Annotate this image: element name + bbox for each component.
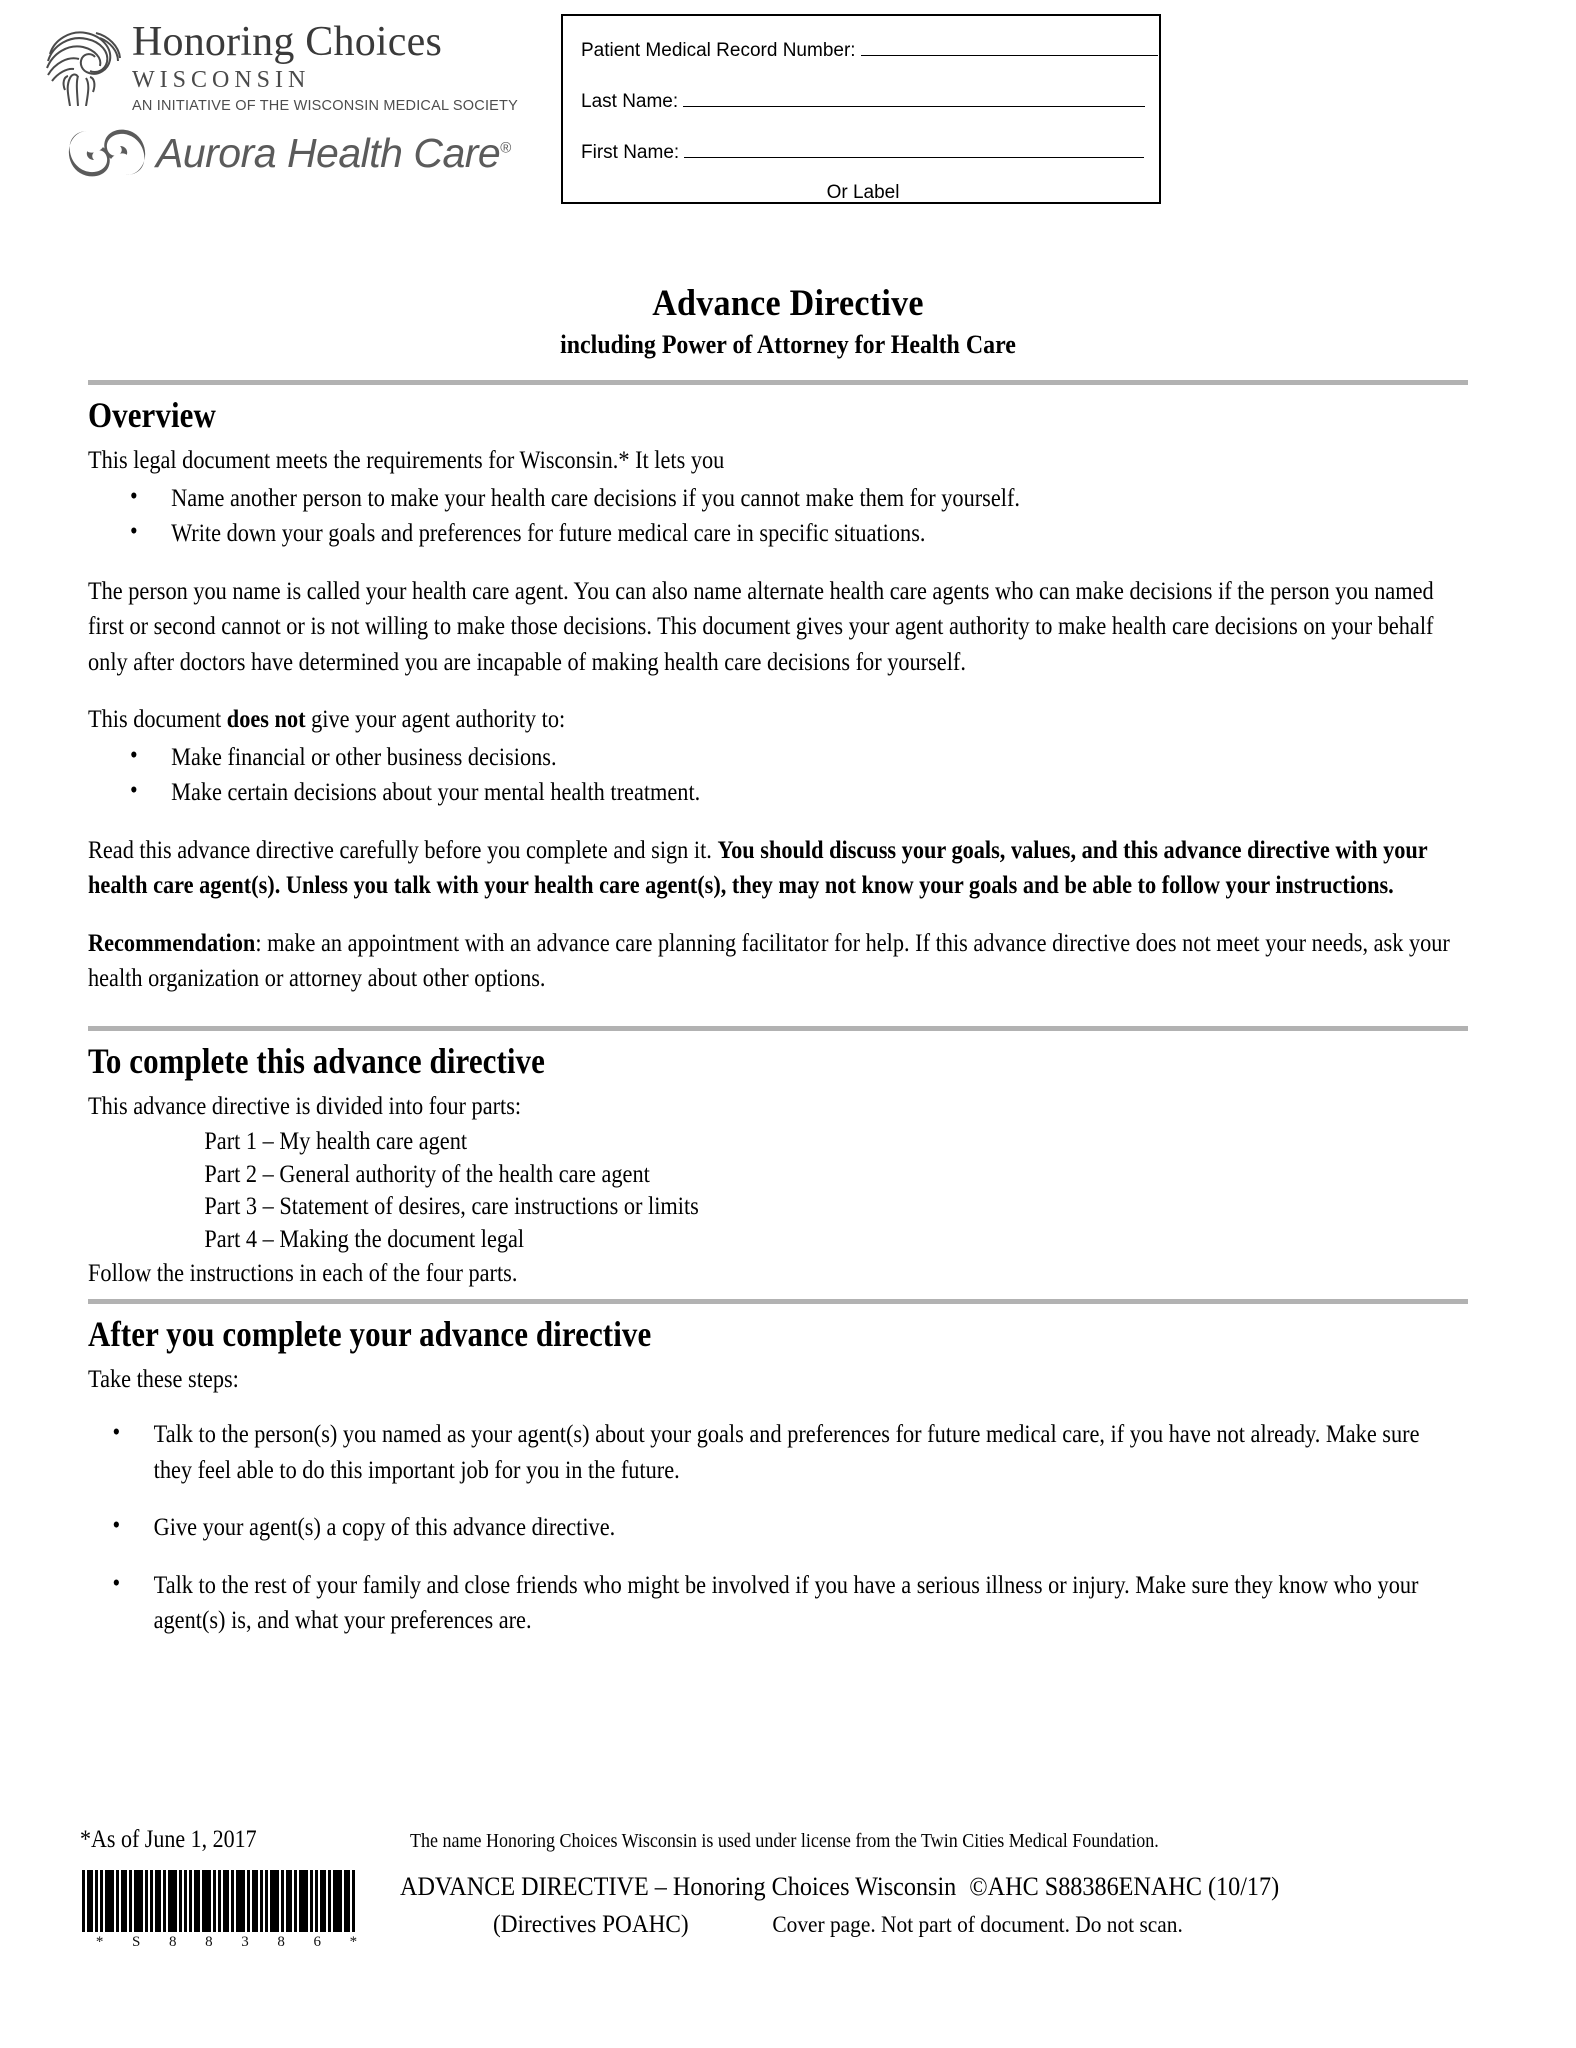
aurora-registered-mark: ® xyxy=(500,138,511,156)
honoring-choices-wordmark xyxy=(132,18,518,115)
barcode-char: 8 xyxy=(168,1934,178,1950)
barcode-char: 6 xyxy=(313,1934,322,1950)
infinity-swirl-icon xyxy=(68,127,146,179)
does-not-tail-text: give your agent authority to: xyxy=(305,704,566,733)
fingerprint-tree-icon xyxy=(40,20,122,106)
footer-doc-name: ADVANCE DIRECTIVE – Honoring Choices Wisconsin xyxy=(400,1872,957,1901)
section-divider xyxy=(88,380,1468,385)
recommendation-text: : make an appointment with an advance care planning facilitator for help. If this advance directive does not meet your needs, ask your health organization or attorney about other options. xyxy=(88,927,1450,992)
footer-poahc: (Directives POAHC) xyxy=(493,1911,689,1938)
section-divider xyxy=(88,1026,1468,1031)
or-label-text: Or Label xyxy=(826,182,900,203)
patient-mrn-field[interactable] xyxy=(581,40,1158,62)
parts-list xyxy=(88,1125,1462,1255)
aurora-wordmark xyxy=(156,130,511,177)
does-not-lead-text: This document xyxy=(88,704,227,733)
footer-coverpage-note: Cover page. Not part of document. Do not scan. xyxy=(772,1912,1183,1937)
hc-name: Honoring Choices xyxy=(132,19,442,65)
read-normal-text: Read this advance directive carefully before you complete and sign it. xyxy=(88,834,718,864)
overview-intro: This legal document meets the requirements for Wisconsin.* It lets you xyxy=(88,445,725,474)
section-divider xyxy=(88,1299,1468,1304)
read-bold-text: You should discuss your goals, values, and this advance directive with your health care agent(s). Unless you talk with your health care agent(s), they may not know your goals and be able to follow your instructions. xyxy=(88,834,1428,899)
list-item: • Make financial or other business decisions. xyxy=(88,739,1462,775)
to-complete-closing: Follow the instructions in each of the four parts. xyxy=(88,1258,518,1287)
does-not-bold-text: does not xyxy=(226,704,306,733)
to-complete-intro: This advance directive is divided into four parts: xyxy=(88,1090,522,1120)
list-item: Part 1 – My health care agent xyxy=(204,1126,468,1155)
after-complete-intro: Take these steps: xyxy=(88,1363,239,1393)
hc-state: WISCONSIN xyxy=(132,67,311,93)
patient-mrn-label: Patient Medical Record Number: xyxy=(581,40,856,61)
barcode-char: * xyxy=(95,1934,105,1950)
barcode-char: 3 xyxy=(241,1934,250,1950)
list-item: Part 3 – Statement of desires, care instructions or limits xyxy=(204,1191,699,1220)
barcode-char: S xyxy=(131,1934,142,1950)
overview-recommendation xyxy=(88,925,1462,996)
honoring-choices-logo xyxy=(40,18,540,115)
list-item: • Name another person to make your health care decisions if you cannot make them for yourself. xyxy=(88,480,1462,516)
patient-lastname-input-rule[interactable] xyxy=(683,92,1145,107)
aurora-name: Aurora Health Care xyxy=(156,129,501,176)
patient-lastname-label: Last Name: xyxy=(581,91,679,112)
overview-does-not-bullets xyxy=(88,739,1462,810)
footer-lines xyxy=(400,1872,1500,1939)
section-heading-after-complete: After you complete your advance directive xyxy=(88,1313,652,1354)
barcode-digits xyxy=(82,1934,372,1951)
list-item: • Make certain decisions about your mental health treatment. xyxy=(88,774,1462,810)
aurora-logo xyxy=(68,127,540,179)
section-heading-overview: Overview xyxy=(88,395,216,435)
footer-doc-code: ©AHC S88386ENAHC (10/17) xyxy=(969,1872,1280,1901)
document-content xyxy=(88,380,1468,1660)
barcode-icon xyxy=(82,1870,372,1932)
recommendation-label: Recommendation xyxy=(88,927,256,957)
overview-read-carefully xyxy=(88,832,1462,903)
after-complete-steps xyxy=(88,1416,1462,1638)
license-note: The name Honoring Choices Wisconsin is used under license from the Twin Cities Medical Foundation. xyxy=(410,1830,1159,1852)
overview-agent-paragraph: The person you name is called your health care agent. You can also name alternate health care agents who can make decisions if the person you named first or second cannot or is not willing to make those decisions. This document gives your agent authority to make health care decisions on your behalf only after doctors have determined you are incapable of making health care decisions for yourself. xyxy=(88,575,1434,676)
barcode xyxy=(82,1870,372,1951)
barcode-char: 8 xyxy=(277,1934,286,1950)
list-item: • Give your agent(s) a copy of this advance directive. xyxy=(88,1509,1462,1545)
list-item: Part 4 – Making the document legal xyxy=(204,1223,525,1253)
patient-lastname-field[interactable] xyxy=(581,91,1145,113)
section-heading-to-complete: To complete this advance directive xyxy=(88,1040,545,1081)
footnote-row xyxy=(80,1826,1500,1854)
as-of-date: *As of June 1, 2017 xyxy=(80,1826,257,1853)
patient-label-box xyxy=(561,14,1161,204)
list-item: Part 2 – General authority of the health care agent xyxy=(204,1158,650,1188)
overview-intro-bullets xyxy=(88,480,1462,551)
list-item: • Talk to the rest of your family and close friends who might be involved if you have a serious illness or injury. Make sure they know who your agent(s) is, and what your preferences are. xyxy=(88,1567,1462,1638)
footer-second-line xyxy=(400,1911,1423,1939)
barcode-char: 8 xyxy=(205,1934,214,1950)
document-header xyxy=(0,0,1576,215)
barcode-char: * xyxy=(349,1934,359,1950)
patient-firstname-input-rule[interactable] xyxy=(684,143,1144,158)
page-subtitle: including Power of Attorney for Health Care xyxy=(560,330,1016,359)
overview-does-not-lead xyxy=(88,701,1462,737)
page-title: Advance Directive xyxy=(652,283,924,324)
logo-block xyxy=(40,18,540,179)
patient-firstname-label: First Name: xyxy=(581,142,680,163)
patient-mrn-input-rule[interactable] xyxy=(861,41,1158,56)
hc-tagline: AN INITIATIVE OF THE WISCONSIN MEDICAL SOCIETY xyxy=(132,98,518,114)
list-item: • Talk to the person(s) you named as your agent(s) about your goals and preferences for future medical care, if you have not already. Make sure they feel able to do this important job for you in the future. xyxy=(88,1416,1462,1487)
list-item: • Write down your goals and preferences for future medical care in specific situations. xyxy=(88,515,1462,551)
footer-doc-line xyxy=(400,1872,1423,1902)
patient-firstname-field[interactable] xyxy=(581,142,1144,164)
